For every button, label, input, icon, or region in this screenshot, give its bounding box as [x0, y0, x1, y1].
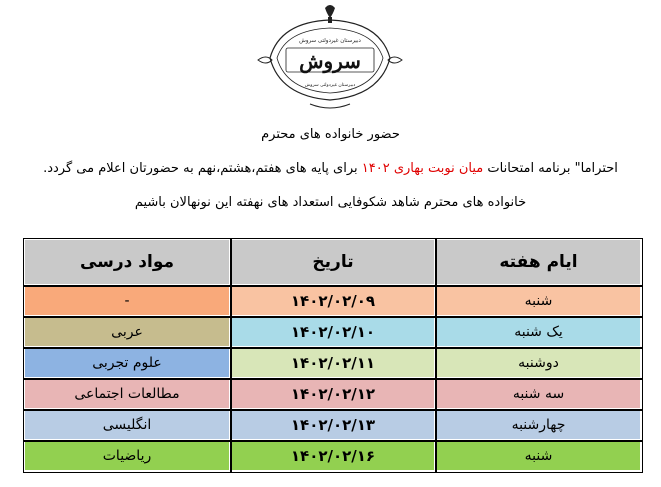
- exam-schedule-table: [22, 237, 643, 473]
- day-cell: دوشنبه: [436, 348, 642, 379]
- date-cell: ۱۴۰۲/۰۲/۰۹: [231, 286, 436, 317]
- subject-cell: -: [24, 286, 231, 317]
- table-row: [24, 379, 642, 410]
- table-row: [24, 348, 642, 379]
- table-row: [24, 286, 642, 317]
- subject-cell: علوم تجربی: [24, 348, 231, 379]
- logo-caption: دبیرستان غیردولتی سروش: [304, 83, 356, 88]
- table-row: [24, 410, 642, 441]
- table-row: [24, 317, 642, 348]
- day-cell: چهارشنبه: [436, 410, 642, 441]
- date-cell: ۱۴۰۲/۰۲/۱۲: [231, 379, 436, 410]
- subject-cell: انگلیسی: [24, 410, 231, 441]
- table-header-row: [24, 239, 642, 286]
- logo-subtitle: دبیرستان غیردولتی سروش: [299, 38, 361, 44]
- school-logo: [250, 0, 410, 118]
- announcement-highlight: میان نوبت بهاری ۱۴۰۲: [361, 161, 484, 176]
- announcement-suffix: برای پایه های هفتم،هشتم،نهم به حضورتان اعلام می گردد.: [43, 161, 358, 176]
- day-cell: یک شنبه: [436, 317, 642, 348]
- day-cell: شنبه: [436, 286, 642, 317]
- table-row: [24, 441, 642, 472]
- header-date: تاریخ: [231, 239, 436, 286]
- header-subject: مواد درسی: [24, 239, 231, 286]
- date-cell: ۱۴۰۲/۰۲/۱۰: [231, 317, 436, 348]
- day-cell: سه شنبه: [436, 379, 642, 410]
- date-cell: ۱۴۰۲/۰۲/۱۶: [231, 441, 436, 472]
- announcement-text: [8, 161, 653, 176]
- school-seal-icon: [250, 0, 410, 118]
- logo-title: سروش: [299, 49, 361, 73]
- date-cell: ۱۴۰۲/۰۲/۱۱: [231, 348, 436, 379]
- header-day: ایام هفته: [436, 239, 642, 286]
- subject-cell: عربی: [24, 317, 231, 348]
- wish-text: خانواده های محترم شاهد شکوفایی استعداد های نهفته این نونهالان باشیم: [134, 195, 527, 210]
- announcement-prefix: احتراما" برنامه امتحانات: [487, 161, 618, 176]
- greeting-text: حضور خانواده های محترم: [261, 127, 400, 142]
- subject-cell: مطالعات اجتماعی: [24, 379, 231, 410]
- day-cell: شنبه: [436, 441, 642, 472]
- date-cell: ۱۴۰۲/۰۲/۱۳: [231, 410, 436, 441]
- subject-cell: ریاضیات: [24, 441, 231, 472]
